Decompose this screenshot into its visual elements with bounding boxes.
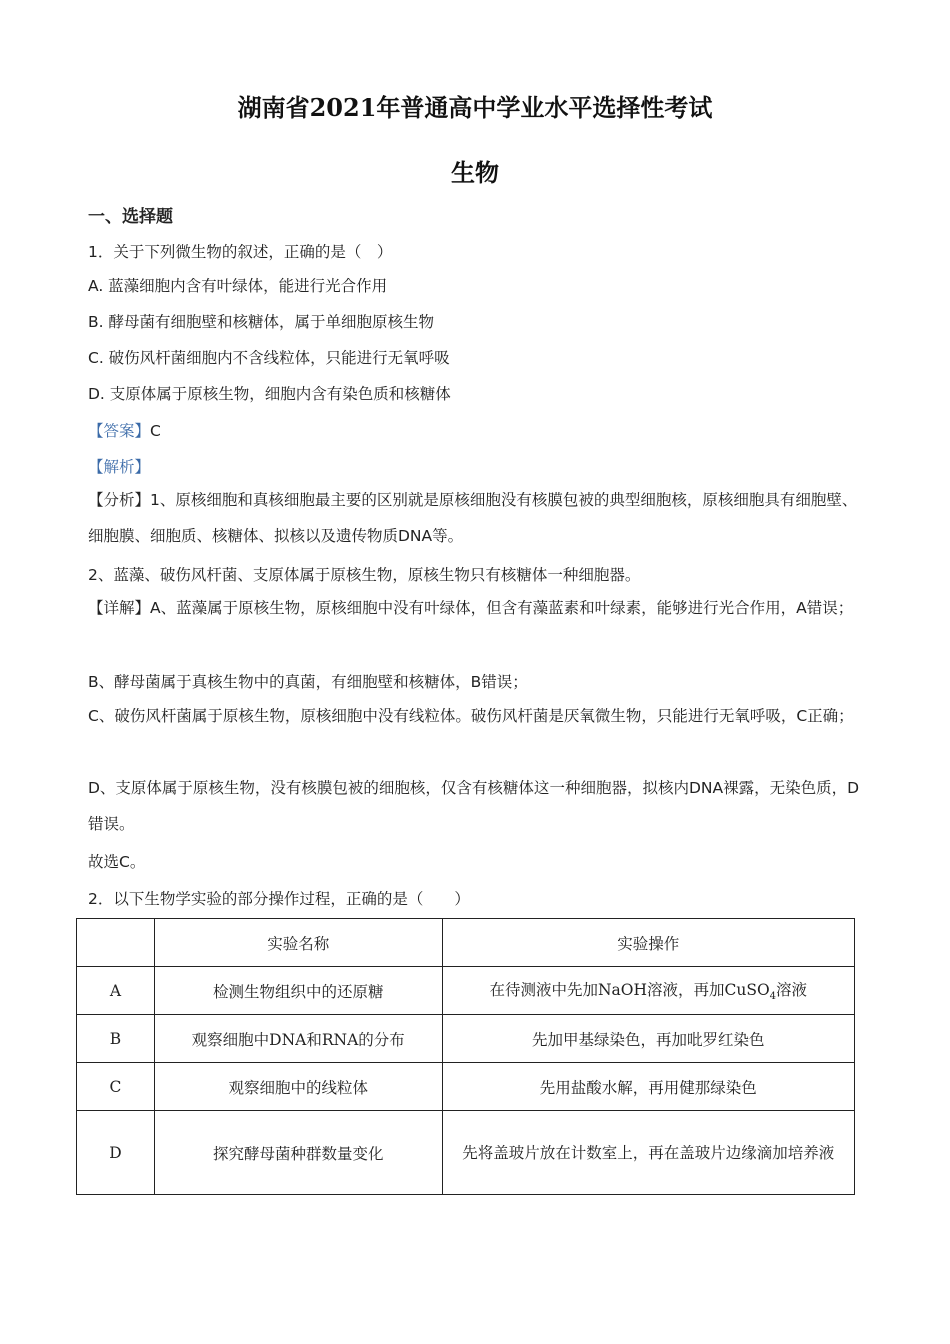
answer-line	[88, 421, 161, 441]
section-heading: 一、选择题	[88, 207, 173, 227]
table-header-cell: 实验名称	[154, 919, 442, 967]
experiment-operation: 先将盖玻片放在计数室上，再在盖玻片边缘滴加培养液	[442, 1111, 854, 1195]
experiment-operation: 在待测液中先加NaOH溶液，再加CuSO$_4$溶液	[442, 967, 854, 1015]
question-1-option-b: B. 酵母菌有细胞壁和核糖体，属于单细胞原核生物	[88, 313, 434, 331]
conclusion: 故选C。	[88, 853, 146, 871]
experiment-operation: 先加甲基绿染色，再加吡罗红染色	[442, 1015, 854, 1063]
question-1-option-a: A. 蓝藻细胞内含有叶绿体，能进行光合作用	[88, 277, 388, 295]
question-1-option-c: C. 破伤风杆菌细胞内不含线粒体，只能进行无氧呼吸	[88, 349, 450, 367]
experiment-name: 探究酵母菌种群数量变化	[154, 1111, 442, 1195]
question-2-stem: 2．以下生物学实验的部分操作过程，正确的是（ ）	[88, 890, 470, 908]
subject-title: 生物	[451, 158, 499, 187]
page-title: 湖南省2021年普通高中学业水平选择性考试	[237, 93, 713, 122]
table-row	[77, 1015, 855, 1063]
detail-c: C、破伤风杆菌属于原核生物，原核细胞中没有线粒体。破伤风杆菌是厌氧微生物，只能进行无氧呼吸，C正确；	[88, 707, 854, 725]
row-label: C	[77, 1063, 155, 1111]
answer-value: C	[150, 422, 161, 440]
table-header-cell: 实验操作	[442, 919, 854, 967]
experiment-table	[76, 918, 855, 1195]
experiment-name: 观察细胞中DNA和RNA的分布	[154, 1015, 442, 1063]
answer-tag: 【答案】	[88, 422, 151, 440]
detail-a: 【详解】A、蓝藻属于原核生物，原核细胞中没有叶绿体，但含有藻蓝素和叶绿素，能够进行光合作用，A错误；	[88, 599, 854, 617]
table-header-cell	[77, 919, 155, 967]
table-row	[77, 967, 855, 1015]
experiment-name: 观察细胞中的线粒体	[154, 1063, 442, 1111]
table-row	[77, 1063, 855, 1111]
analysis-paragraph-2: 2、蓝藻、破伤风杆菌、支原体属于原核生物，原核生物只有核糖体一种细胞器。	[88, 566, 641, 584]
row-label: B	[77, 1015, 155, 1063]
analysis-paragraph-1: 【分析】1、原核细胞和真核细胞最主要的区别就是原核细胞没有核膜包被的典型细胞核，原核细胞具有细胞壁、细胞膜、细胞质、核糖体、拟核以及遗传物质DNA等。	[88, 491, 858, 545]
experiment-operation: 先用盐酸水解，再用健那绿染色	[442, 1063, 854, 1111]
question-1-stem: 1．关于下列微生物的叙述，正确的是（ ）	[88, 243, 393, 261]
row-label: A	[77, 967, 155, 1015]
table-header-row	[77, 919, 855, 967]
question-1-option-d: D. 支原体属于原核生物，细胞内含有染色质和核糖体	[88, 385, 451, 403]
analysis-tag: 【解析】	[88, 458, 151, 476]
experiment-name: 检测生物组织中的还原糖	[154, 967, 442, 1015]
table-row	[77, 1111, 855, 1195]
row-label: D	[77, 1111, 155, 1195]
detail-d: D、支原体属于原核生物，没有核膜包被的细胞核，仅含有核糖体这一种细胞器，拟核内DNA裸露，无染色质，D错误。	[88, 779, 860, 833]
detail-b: B、酵母菌属于真核生物中的真菌，有细胞壁和核糖体，B错误；	[88, 673, 528, 691]
